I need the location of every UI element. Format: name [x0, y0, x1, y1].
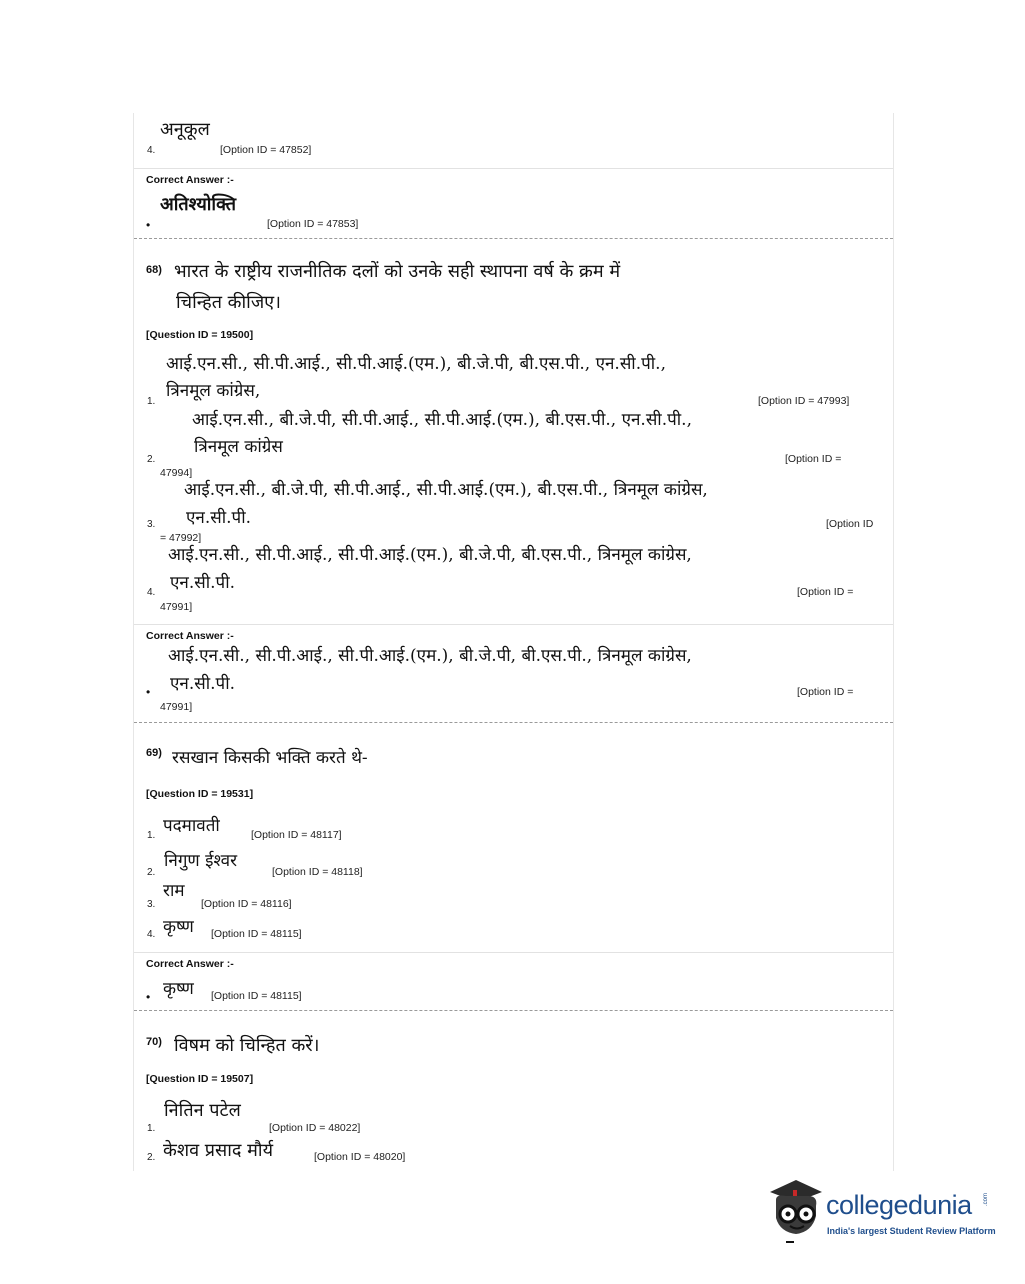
prev-answer-id: [Option ID = 47853]: [267, 218, 359, 230]
prev-answer-text: अतिश्योक्ति: [160, 194, 236, 215]
q68-option-4-line2: एन.सी.पी.: [170, 573, 236, 593]
divider: [134, 168, 893, 169]
q68-option-4-id-cont: 47991]: [160, 601, 193, 613]
q68-option-4-line1: आई.एन.सी., सी.पी.आई., सी.पी.आई.(एम.), बी.जे.पी, बी.एस.पी., त्रिनमूल कांग्रेस,: [168, 545, 692, 565]
q68-option-2-id-cont: 47994]: [160, 467, 193, 479]
q70-option-2-number: 2.: [147, 1152, 156, 1163]
q70-question-id: [Question ID = 19507]: [146, 1073, 254, 1085]
q68-option-4-id: [Option ID =: [797, 586, 854, 598]
q69-answer-bullet: •: [146, 990, 151, 1004]
q69-text: रसखान किसकी भक्ति करते थे-: [172, 748, 368, 768]
prev-option-4-text: अनूकूल: [160, 119, 210, 140]
question-separator: [134, 722, 893, 723]
q69-option-1-text: पदमावती: [163, 816, 220, 836]
q70-option-2-id: [Option ID = 48020]: [314, 1151, 406, 1163]
q68-option-3-id-cont: = 47992]: [160, 532, 202, 544]
q69-option-3-number: 3.: [147, 899, 156, 910]
prev-option-4-number: 4.: [147, 145, 156, 156]
q69-option-3-text: राम: [163, 881, 185, 901]
q68-option-2-number: 2.: [147, 454, 156, 465]
q69-option-1-id: [Option ID = 48117]: [251, 829, 342, 841]
q68-option-3-line1: आई.एन.सी., बी.जे.पी, सी.पी.आई., सी.पी.आई.(एम.), बी.एस.पी., त्रिनमूल कांग्रेस,: [184, 480, 708, 500]
q70-option-1-id: [Option ID = 48022]: [269, 1122, 361, 1134]
q70-text: विषम को चिन्हित करें।: [174, 1035, 320, 1056]
q68-answer-line1: आई.एन.सी., सी.पी.आई., सी.पी.आई.(एम.), बी.जे.पी, बी.एस.पी., त्रिनमूल कांग्रेस,: [168, 646, 692, 666]
q68-option-3-number: 3.: [147, 519, 156, 530]
q68-option-2-id: [Option ID =: [785, 453, 842, 465]
q70-option-2-text: केशव प्रसाद मौर्य: [163, 1140, 274, 1161]
q69-option-4-number: 4.: [147, 929, 156, 940]
question-separator: [134, 238, 893, 239]
q68-correct-answer-label: Correct Answer :-: [146, 630, 234, 642]
q69-option-3-id: [Option ID = 48116]: [201, 898, 292, 910]
q70-option-1-text: नितिन पटेल: [164, 1100, 241, 1121]
q68-option-1-number: 1.: [147, 396, 156, 407]
q68-answer-id-cont: 47991]: [160, 701, 193, 713]
q69-option-1-number: 1.: [147, 830, 156, 841]
q68-option-4-number: 4.: [147, 587, 156, 598]
q68-answer-bullet: •: [146, 685, 151, 699]
q68-answer-id: [Option ID =: [797, 686, 854, 698]
q68-text-line2: चिन्हित कीजिए।: [176, 292, 281, 313]
q69-number: 69): [146, 747, 162, 759]
divider: [134, 952, 893, 953]
logo-tagline: India's largest Student Review Platform: [827, 1226, 996, 1236]
q69-correct-answer-label: Correct Answer :-: [146, 958, 234, 970]
q69-option-4-id: [Option ID = 48115]: [211, 928, 302, 940]
question-paper-page: [133, 113, 894, 1171]
q69-question-id: [Question ID = 19531]: [146, 788, 254, 800]
q68-option-3-id: [Option ID: [826, 518, 874, 530]
q69-option-2-text: निगुण ईश्वर: [164, 851, 238, 871]
q68-option-2-line1: आई.एन.सी., बी.जे.पी, सी.पी.आई., सी.पी.आई.(एम.), बी.एस.पी., एन.सी.पी.,: [192, 410, 692, 430]
q68-option-3-line2: एन.सी.पी.: [186, 508, 252, 528]
logo-domain-suffix: .com: [983, 1192, 989, 1206]
prev-answer-bullet: •: [146, 218, 151, 232]
q68-option-1-id: [Option ID = 47993]: [758, 395, 850, 407]
prev-correct-answer-label: Correct Answer :-: [146, 174, 234, 186]
q68-question-id: [Question ID = 19500]: [146, 329, 254, 341]
logo-wordmark: collegedunia: [826, 1190, 972, 1220]
q69-option-2-id: [Option ID = 48118]: [272, 866, 363, 878]
q70-option-1-number: 1.: [147, 1123, 156, 1134]
q68-option-2-line2: त्रिनमूल कांग्रेस: [194, 437, 283, 457]
q69-option-2-number: 2.: [147, 867, 156, 878]
q70-number: 70): [146, 1036, 162, 1048]
q69-option-4-text: कृष्ण: [163, 917, 194, 937]
q68-number: 68): [146, 264, 162, 276]
question-separator: [134, 1010, 893, 1011]
q68-text-line1: भारत के राष्ट्रीय राजनीतिक दलों को उनके सही स्थापना वर्ष के क्रम में: [174, 261, 621, 282]
q69-answer-id: [Option ID = 48115]: [211, 990, 302, 1002]
q69-answer-text: कृष्ण: [163, 979, 194, 999]
q68-option-1-line1: आई.एन.सी., सी.पी.आई., सी.पी.आई.(एम.), बी.जे.पी, बी.एस.पी., एन.सी.पी.,: [166, 354, 666, 374]
q68-answer-line2: एन.सी.पी.: [170, 674, 236, 694]
collegedunia-logo: [766, 1176, 996, 1246]
prev-option-4-id: [Option ID = 47852]: [220, 144, 312, 156]
student-mascot-icon: [766, 1176, 826, 1244]
q68-option-1-line2: त्रिनमूल कांग्रेस,: [166, 381, 261, 401]
divider: [134, 624, 893, 625]
